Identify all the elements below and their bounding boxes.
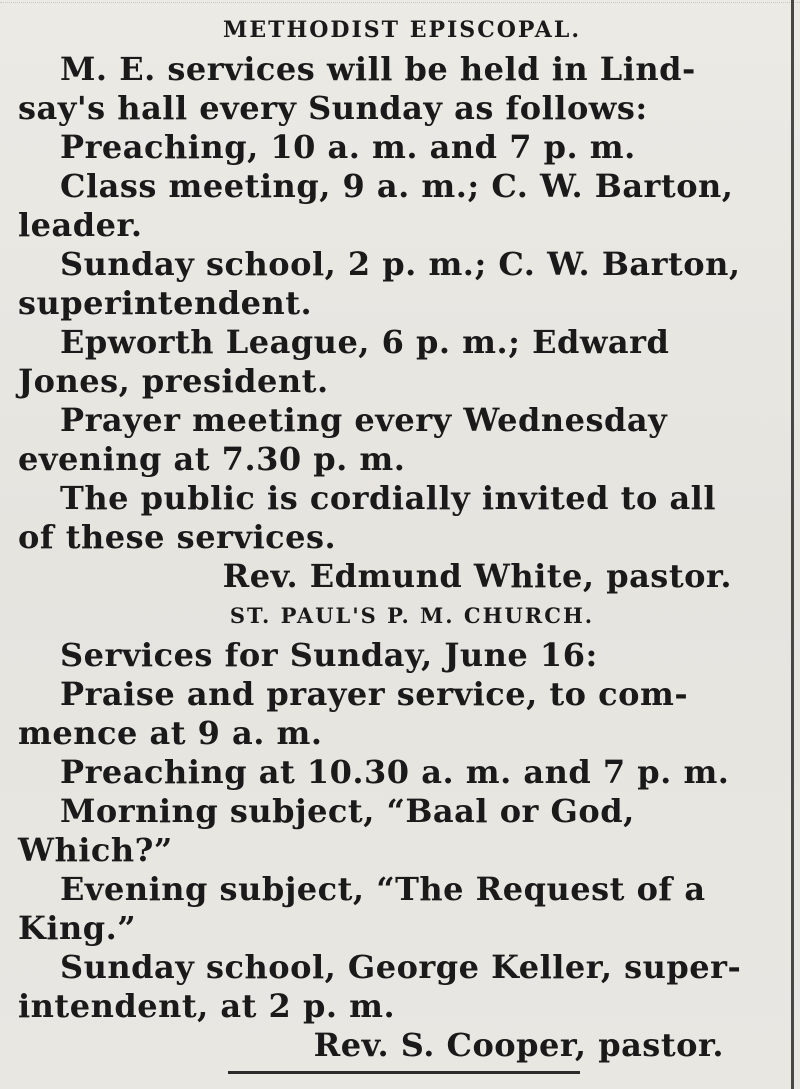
methodist-line-10: Prayer meeting every Wednesday [60,401,668,439]
methodist-line-13: of these services. [18,518,337,556]
st-pauls-line-10: intendent, at 2 p. m. [18,987,396,1025]
methodist-line-6: Sunday school, 2 p. m.; C. W. Barton, [60,245,741,283]
st-pauls-line-8: King.” [18,909,137,947]
closing-rule [228,1071,580,1074]
st-pauls-signature: Rev. S. Cooper, pastor. [313,1026,724,1064]
methodist-line-9: Jones, president. [18,362,329,400]
column-rule [791,0,794,1089]
st-pauls-line-2: Praise and prayer service, to com- [60,675,689,713]
st-pauls-line-3: mence at 9 a. m. [18,714,323,752]
methodist-line-11: evening at 7.30 p. m. [18,440,406,478]
st-pauls-line-5: Morning subject, “Baal or God, [60,792,635,830]
methodist-line-8: Epworth League, 6 p. m.; Edward [60,323,670,361]
methodist-line-7: superintendent. [18,284,313,322]
church-notices-column [18,10,776,1065]
methodist-line-12: The public is cordially invited to all [60,479,716,517]
st-pauls-line-4: Preaching at 10.30 a. m. and 7 p. m. [60,753,730,791]
methodist-line-1 [18,50,776,89]
st-pauls-line-6: Which?” [18,831,173,869]
methodist-line-2: say's hall every Sunday as follows: [18,89,648,127]
methodist-signature: Rev. Edmund White, pastor. [222,557,732,595]
st-pauls-line-7: Evening subject, “The Request of a [60,870,706,908]
st-pauls-line-9: Sunday school, George Keller, super- [60,948,742,986]
methodist-line-3: Preaching, 10 a. m. and 7 p. m. [60,128,636,166]
methodist-line-4: Class meeting, 9 a. m.; C. W. Barton, [60,167,734,205]
methodist-heading: METHODIST EPISCOPAL. [222,17,582,43]
top-edge [0,0,800,3]
st-pauls-heading: ST. PAUL'S P. M. CHURCH. [229,603,595,628]
st-pauls-line-1: Services for Sunday, June 16: [60,636,598,674]
methodist-line-5: leader. [18,206,143,244]
text-run: M. E. services will be held in Lind- [60,50,696,88]
